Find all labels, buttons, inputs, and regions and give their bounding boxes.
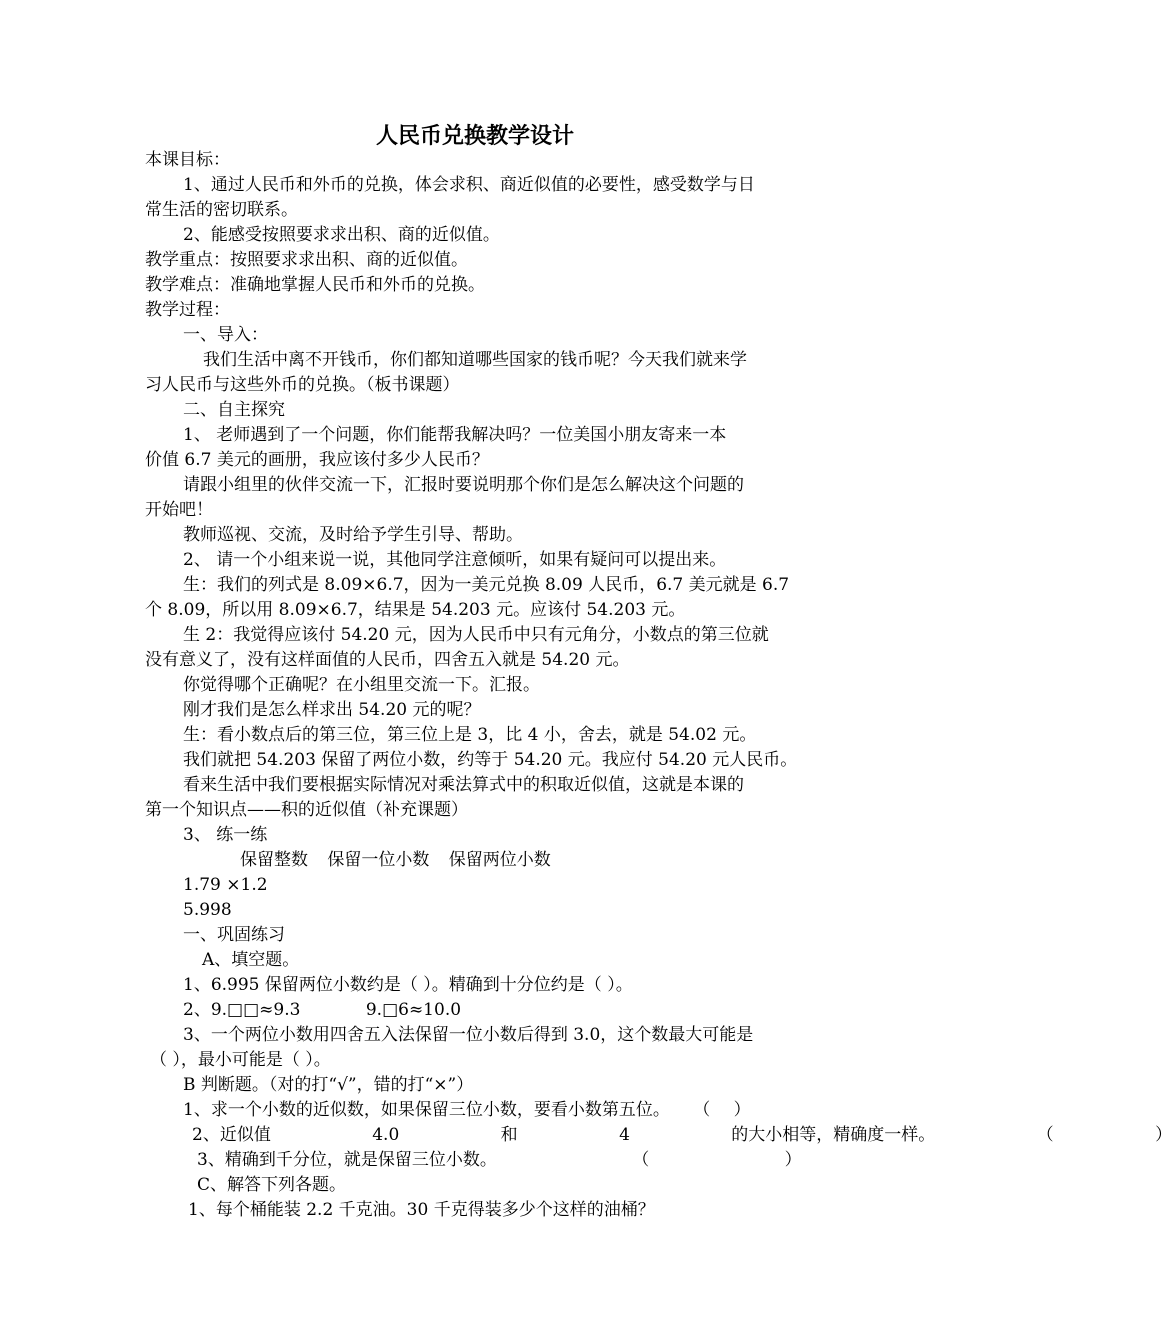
- discuss-line-2: 开始吧！: [145, 500, 213, 520]
- intro-line-2: 习人民币与这些外币的兑换。（板书课题）: [145, 375, 460, 395]
- explore-1-line-2: 价值 6.7 美元的画册，我应该付多少人民币？: [145, 450, 489, 470]
- true-false-1: 1、求一个小数的近似数，如果保留三位小数，要看小数第五位。 （ ）: [183, 1100, 751, 1120]
- true-false-heading: B 判断题。（对的打“√”，错的打“×”）: [183, 1075, 474, 1095]
- teaching-difficulty: 教学难点：准确地掌握人民币和外币的兑换。: [145, 275, 485, 295]
- heading-lesson-goals: 本课目标：: [145, 150, 230, 170]
- knowledge-point-line-1: 看来生活中我们要根据实际情况对乘法算式中的积取近似值，这就是本课的: [183, 775, 744, 795]
- true-false-2: 2、近似值 4.0 和 4 的大小相等，精确度一样。 （ ）: [192, 1125, 1172, 1145]
- fill-blank-heading: A、填空题。: [202, 950, 300, 970]
- solve-heading: C、解答下列各题。: [197, 1175, 347, 1195]
- student-answer-1-line-1: 生：我们的列式是 8.09×6.7，因为一美元兑换 8.09 人民币，6.7 美元就是 6.7: [183, 575, 790, 595]
- student-answer-2-line-2: 没有意义了，没有这样面值的人民币，四舍五入就是 54.20 元。: [145, 650, 630, 670]
- knowledge-point-line-2: 第一个知识点——积的近似值（补充课题）: [145, 800, 468, 820]
- practice-row-1: 1.79 ×1.2: [183, 875, 268, 895]
- fill-blank-2: 2、9.□□≈9.3 9.□6≈10.0: [183, 1000, 462, 1020]
- explore-2: 2、 请一个小组来说一说，其他同学注意倾听，如果有疑问可以提出来。: [183, 550, 727, 570]
- practice-heading: 3、 练一练: [183, 825, 268, 845]
- fill-blank-3-line-2: （ ），最小可能是（ ）。: [150, 1050, 331, 1070]
- section-explore-heading: 二、自主探究: [183, 400, 285, 420]
- practice-table-header: 保留整数 保留一位小数 保留两位小数: [240, 850, 551, 870]
- fill-blank-3-line-1: 3、一个两位小数用四舍五入法保留一位小数后得到 3.0，这个数最大可能是: [183, 1025, 754, 1045]
- rounding-summary: 我们就把 54.203 保留了两位小数，约等于 54.20 元。我应付 54.20 元人民币。: [183, 750, 798, 770]
- true-false-3: 3、精确到千分位，就是保留三位小数。 （ ）: [197, 1150, 802, 1170]
- fill-blank-1: 1、6.995 保留两位小数约是（ ）。精确到十分位约是（ ）。: [183, 975, 633, 995]
- practice-row-2: 5.998: [183, 900, 232, 920]
- solve-1: 1、每个桶能装 2.2 千克油。30 千克得装多少个这样的油桶？: [188, 1200, 655, 1220]
- teaching-focus: 教学重点：按照要求求出积、商的近似值。: [145, 250, 468, 270]
- goal-2: 2、能感受按照要求求出积、商的近似值。: [183, 225, 500, 245]
- student-answer-2-line-1: 生 2：我觉得应该付 54.20 元，因为人民币中只有元角分，小数点的第三位就: [183, 625, 769, 645]
- goal-1-line-1: 1、通过人民币和外币的兑换，体会求积、商近似值的必要性，感受数学与日: [183, 175, 755, 195]
- question-which-correct: 你觉得哪个正确呢？在小组里交流一下。汇报。: [183, 675, 540, 695]
- student-explanation: 生：看小数点后的第三位，第三位上是 3，比 4 小，舍去，就是 54.02 元。: [183, 725, 757, 745]
- teacher-guidance: 教师巡视、交流，及时给予学生引导、帮助。: [183, 525, 523, 545]
- discuss-line-1: 请跟小组里的伙伴交流一下，汇报时要说明那个你们是怎么解决这个问题的: [183, 475, 744, 495]
- question-how-obtained: 刚才我们是怎么样求出 54.20 元的呢？: [183, 700, 481, 720]
- explore-1-line-1: 1、 老师遇到了一个问题，你们能帮我解决吗？一位美国小朋友寄来一本: [183, 425, 727, 445]
- section-intro-heading: 一、导入：: [183, 325, 268, 345]
- student-answer-1-line-2: 个 8.09，所以用 8.09×6.7，结果是 54.203 元。应该付 54.203 元。: [145, 600, 686, 620]
- heading-teaching-process: 教学过程：: [145, 300, 230, 320]
- section-consolidate-heading: 一、巩固练习: [183, 925, 285, 945]
- document-title: 人民币兑换教学设计: [375, 124, 574, 149]
- goal-1-line-2: 常生活的密切联系。: [145, 200, 298, 220]
- intro-line-1: 我们生活中离不开钱币，你们都知道哪些国家的钱币呢？今天我们就来学: [203, 350, 747, 370]
